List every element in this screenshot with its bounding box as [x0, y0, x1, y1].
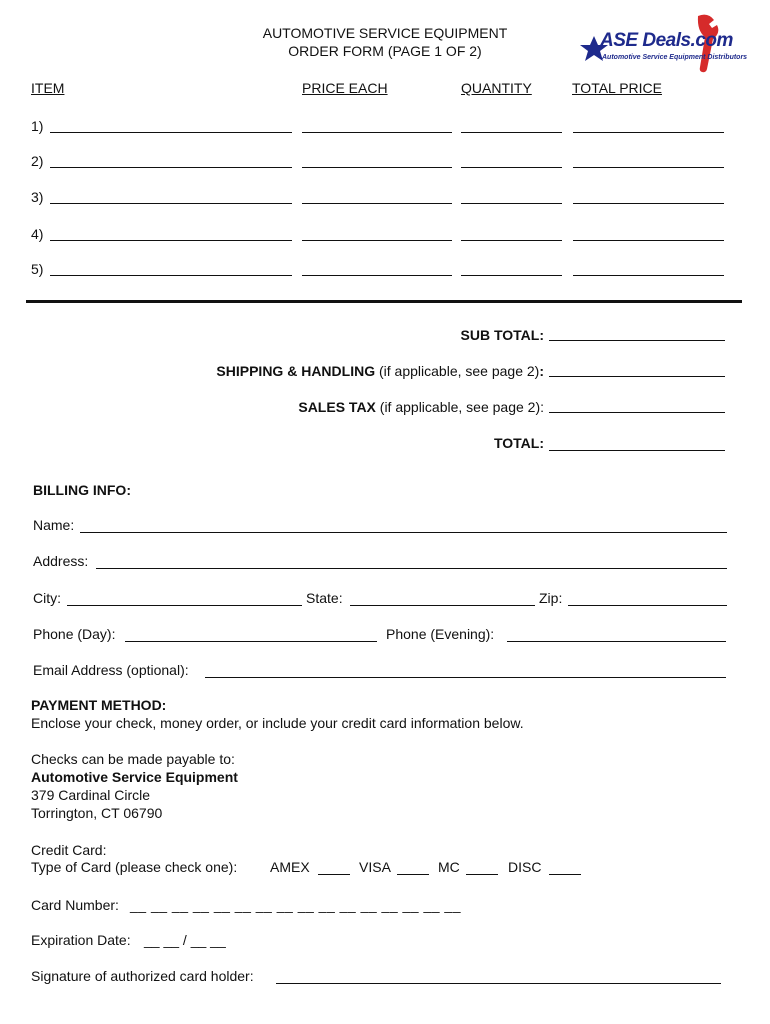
mc-checkbox[interactable]	[466, 873, 498, 875]
sales-tax-label-bold: SALES TAX	[298, 399, 376, 415]
section-divider	[26, 300, 742, 303]
payee-street: 379 Cardinal Circle	[31, 787, 151, 803]
payable-to-label: Checks can be made payable to:	[31, 751, 235, 767]
column-quantity-header: QUANTITY	[461, 80, 532, 96]
form-title-line2: ORDER FORM (PAGE 1 OF 2)	[288, 43, 482, 59]
name-field[interactable]	[80, 531, 727, 533]
quantity-field[interactable]	[461, 166, 562, 168]
email-field[interactable]	[205, 676, 726, 678]
subtotal-label: SUB TOTAL:	[460, 327, 544, 343]
shipping-label-bold: SHIPPING & HANDLING	[216, 363, 376, 379]
total-label: TOTAL:	[493, 435, 544, 451]
visa-checkbox[interactable]	[397, 873, 429, 875]
item-number: 1)	[31, 118, 44, 134]
amex-label: AMEX	[270, 859, 310, 875]
zip-field[interactable]	[568, 604, 727, 606]
payee-company: Automotive Service Equipment	[31, 769, 238, 785]
visa-label: VISA	[359, 859, 391, 875]
total-price-field[interactable]	[573, 274, 724, 276]
price-each-field[interactable]	[302, 274, 452, 276]
column-item-header: ITEM	[31, 80, 65, 96]
form-title-line1: AUTOMOTIVE SERVICE EQUIPMENT	[262, 25, 508, 41]
signature-field[interactable]	[276, 982, 721, 984]
card-type-label: Type of Card (please check one):	[31, 859, 238, 875]
payment-instructions: Enclose your check, money order, or include your credit card information below.	[31, 715, 524, 731]
payee-city-state: Torrington, CT 06790	[31, 805, 163, 821]
price-each-field[interactable]	[302, 202, 452, 204]
quantity-field[interactable]	[461, 131, 562, 133]
item-name-field[interactable]	[50, 202, 292, 204]
phone-day-field[interactable]	[125, 640, 377, 642]
billing-heading: BILLING INFO:	[33, 482, 131, 498]
phone-evening-field[interactable]	[507, 640, 726, 642]
city-label: City:	[33, 590, 61, 606]
logo-name: ASE Deals.com	[600, 30, 733, 51]
state-field[interactable]	[350, 604, 535, 606]
disc-checkbox[interactable]	[549, 873, 581, 875]
shipping-label-colon: :	[539, 363, 544, 379]
signature-label: Signature of authorized card holder:	[31, 968, 254, 984]
total-price-field[interactable]	[573, 131, 724, 133]
state-label: State:	[306, 590, 343, 606]
item-number: 5)	[31, 261, 44, 277]
zip-label: Zip:	[539, 590, 563, 606]
column-total-price-header: TOTAL PRICE	[572, 80, 662, 96]
amex-checkbox[interactable]	[318, 873, 350, 875]
item-name-field[interactable]	[50, 131, 292, 133]
quantity-field[interactable]	[461, 202, 562, 204]
name-label: Name:	[33, 517, 75, 533]
card-number-label: Card Number:	[31, 897, 119, 913]
city-field[interactable]	[67, 604, 302, 606]
total-price-field[interactable]	[573, 166, 724, 168]
expiration-field[interactable]: __ __ / __ __	[144, 932, 226, 948]
expiration-label: Expiration Date:	[31, 932, 131, 948]
price-each-field[interactable]	[302, 239, 452, 241]
mc-label: MC	[438, 859, 460, 875]
logo-tagline: Automotive Service Equipment Distributors	[602, 54, 748, 61]
column-price-each-header: PRICE EACH	[302, 80, 388, 96]
disc-label: DISC	[508, 859, 542, 875]
shipping-field[interactable]	[549, 376, 725, 377]
item-name-field[interactable]	[50, 166, 292, 168]
sales-tax-label-note: (if applicable, see page 2):	[375, 399, 544, 415]
item-number: 2)	[31, 153, 44, 169]
credit-card-label: Credit Card:	[31, 842, 107, 858]
total-field[interactable]	[549, 450, 725, 451]
total-price-field[interactable]	[573, 202, 724, 204]
price-each-field[interactable]	[302, 131, 452, 133]
sales-tax-field[interactable]	[549, 412, 725, 413]
item-name-field[interactable]	[50, 239, 292, 241]
sales-tax-label	[298, 398, 544, 416]
quantity-field[interactable]	[461, 239, 562, 241]
total-price-field[interactable]	[573, 239, 724, 241]
phone-day-label: Phone (Day):	[33, 626, 116, 642]
address-field[interactable]	[96, 567, 727, 569]
item-number: 4)	[31, 226, 44, 242]
ase-deals-logo	[578, 12, 750, 78]
subtotal-field[interactable]	[549, 340, 725, 341]
shipping-label	[216, 362, 544, 380]
item-number: 3)	[31, 189, 44, 205]
quantity-field[interactable]	[461, 274, 562, 276]
card-number-field[interactable]: __ __ __ __ __ __ __ __ __ __ __ __ __ __ __ __	[130, 897, 462, 913]
shipping-label-note: (if applicable, see page 2)	[375, 363, 540, 379]
phone-evening-label: Phone (Evening):	[386, 626, 495, 642]
item-name-field[interactable]	[50, 274, 292, 276]
address-label: Address:	[33, 553, 89, 569]
price-each-field[interactable]	[302, 166, 452, 168]
email-label: Email Address (optional):	[33, 662, 189, 678]
payment-heading: PAYMENT METHOD:	[31, 697, 167, 713]
